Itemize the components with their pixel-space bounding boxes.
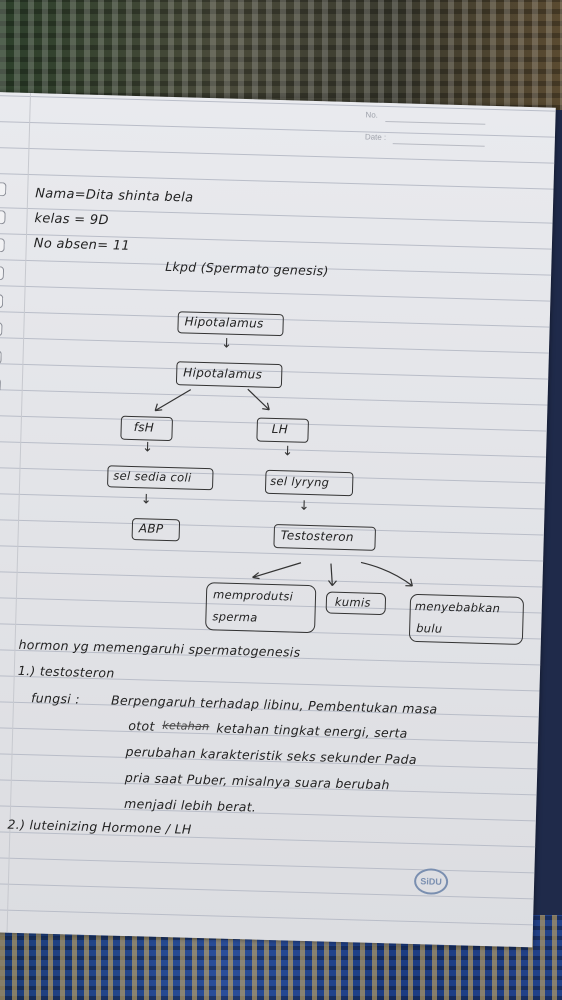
leydig-label: sel lyryng: [270, 473, 330, 490]
notes-item1: 1.) testosteron: [17, 662, 115, 681]
sertoli-box: [107, 465, 214, 490]
fungsi-line4: pria saat Puber, misalnya suara berubah: [124, 769, 390, 793]
fungsi-line3: perubahan karakteristik seks sekunder Pada: [125, 743, 418, 768]
sidu-logo-text: SiDU: [420, 876, 443, 887]
lh-box: [256, 417, 309, 442]
student-name: Nama=Dita shinta bela: [34, 186, 194, 206]
arrow-down: ↓: [281, 444, 294, 460]
effect-bulu-line2: bulu: [416, 621, 443, 636]
notes-heading: hormon yg memengaruhi spermatogenesis: [18, 636, 301, 660]
effect-sperm-line2: sperma: [212, 609, 258, 625]
testosteron-box: [273, 524, 376, 551]
fungsi-line2-b: ketahan tingkat energi, serta: [216, 720, 408, 741]
effect-bulu-line1: menyebabkan: [414, 598, 501, 616]
abp-box: [132, 518, 181, 541]
arrow-down: ↓: [220, 336, 233, 352]
effect-kumis-box: [326, 591, 387, 615]
hypothalamus-label: Hipotalamus: [184, 314, 264, 331]
effect-bulu-box: [409, 594, 524, 645]
effect-sperm-box: [205, 582, 316, 633]
hypothalamus-label-2: Hipotalamus: [183, 365, 263, 382]
sertoli-label: sel sedia coli: [113, 468, 192, 485]
testosteron-label: Testosteron: [280, 528, 354, 545]
fungsi-label: fungsi :: [30, 690, 81, 707]
abp-label: ABP: [138, 521, 164, 536]
fungsi-line1: Berpengaruh terhadap libinu, Pembentukan masa: [110, 692, 438, 717]
arrow-down: ↓: [298, 498, 310, 514]
effect-kumis-label: kumis: [334, 594, 371, 610]
lh-label: LH: [271, 421, 289, 437]
fsh-box: [120, 416, 173, 441]
fungsi-line5: menjadi lebih berat.: [123, 795, 257, 815]
leydig-box: [265, 470, 354, 496]
student-class: kelas = 9D: [34, 211, 109, 229]
fungsi-line2-struck: ketahan: [162, 718, 210, 734]
arrow-down: ↓: [140, 492, 152, 508]
effect-sperm-line1: memprodutsi: [212, 587, 294, 604]
arrow-down: ↓: [141, 440, 154, 456]
student-absen: No absen= 11: [33, 236, 131, 254]
fsh-label: fsH: [133, 420, 155, 435]
worksheet-title: Lkpd (Spermato genesis): [164, 258, 329, 279]
notes-item2: 2.) luteinizing Hormone / LH: [7, 816, 192, 837]
fungsi-line2-a: otot: [128, 718, 155, 734]
fabric-background-top: [0, 0, 562, 110]
date-label: Date :: [364, 132, 387, 142]
notebook-page: [0, 92, 556, 947]
no-label: No.: [365, 110, 379, 120]
